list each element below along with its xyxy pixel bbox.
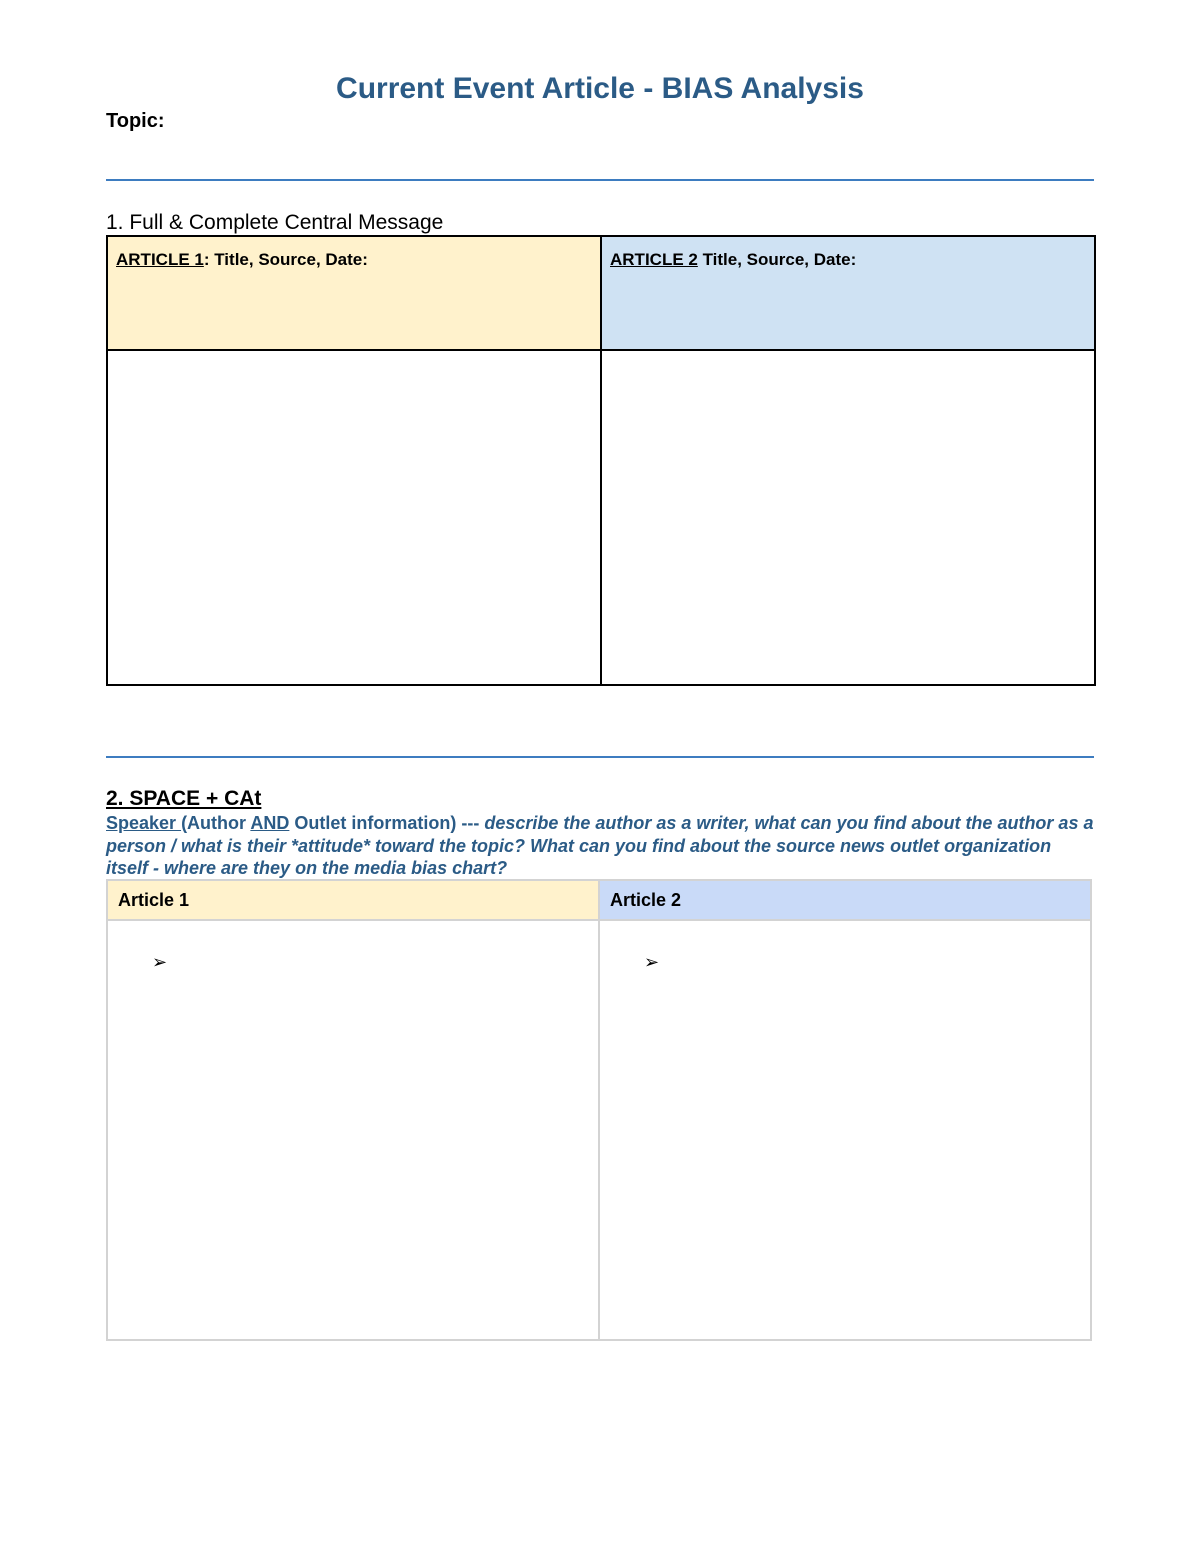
article1-speaker-cell[interactable] [107, 920, 599, 1340]
divider [106, 756, 1094, 758]
article1-header-cell[interactable] [107, 236, 601, 350]
section2-heading: 2. SPACE + CAt [106, 787, 262, 810]
speaker-label: Speaker [106, 813, 182, 833]
article2-header-cell[interactable] [601, 236, 1095, 350]
page-title: Current Event Article - BIAS Analysis [336, 72, 864, 105]
speaker-prompt: describe the author as a writer, what can you find about the author as a person / what is their *attitude* toward the topic? What can you find about the source news outlet organization itself - where are they on the media bias chart? [106, 813, 1094, 878]
speaker-table [106, 879, 1092, 1341]
arrow-bullet-icon: ➢ [152, 952, 168, 972]
topic-label: Topic: [106, 110, 165, 132]
article2-suffix: Title, Source, Date: [697, 250, 857, 269]
outlet-part: Outlet information) --- [289, 813, 485, 833]
arrow-bullet-icon: ➢ [644, 952, 660, 972]
article1-message-cell[interactable] [107, 350, 601, 685]
article1-suffix: : Title, Source, Date: [203, 250, 368, 269]
and-word: AND [250, 813, 290, 833]
article1-label: ARTICLE 1 [116, 250, 204, 269]
article2-speaker-cell[interactable] [599, 920, 1091, 1340]
section2-description [106, 812, 1096, 880]
article1-header [116, 249, 592, 271]
speaker-open: (Author [181, 813, 251, 833]
article2-label: ARTICLE 2 [610, 250, 698, 269]
article2-header [610, 249, 1086, 271]
article2-message-cell[interactable] [601, 350, 1095, 685]
central-message-table [106, 235, 1096, 686]
speaker-col1-header: Article 1 [107, 880, 599, 920]
speaker-col2-header: Article 2 [599, 880, 1091, 920]
divider [106, 179, 1094, 181]
section1-heading: 1. Full & Complete Central Message [106, 211, 444, 234]
